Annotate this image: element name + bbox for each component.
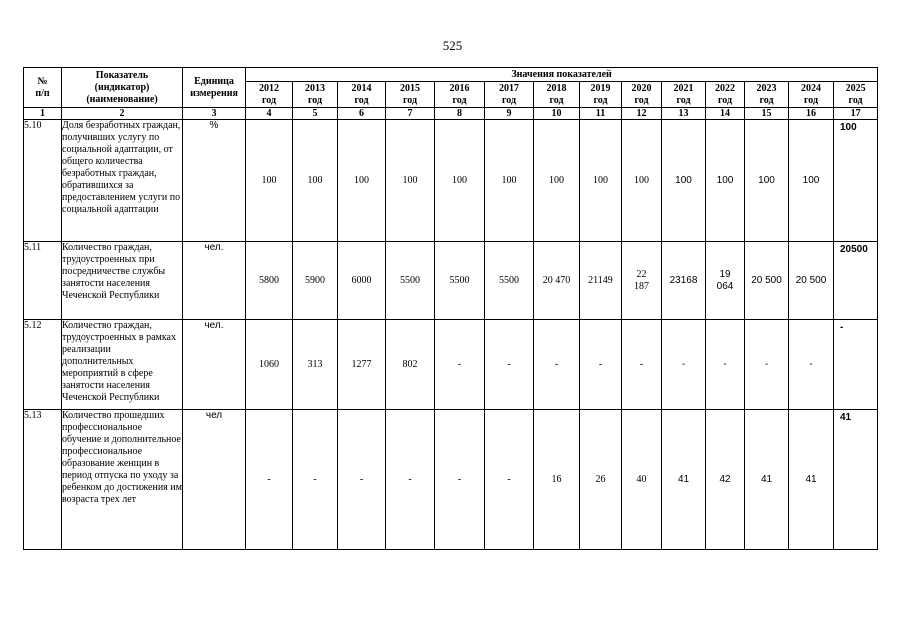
- value-cell: 5500: [435, 242, 485, 320]
- value-cell: 6000: [338, 242, 386, 320]
- column-number: 6: [338, 108, 386, 120]
- value-cell: 100: [580, 120, 622, 242]
- value-cell: 802: [386, 320, 435, 410]
- indicator-name: Количество граждан, трудоустроенных в рамках реализации дополнительных мероприятий в сфере занятости населения Чеченской Республики: [62, 320, 183, 410]
- unit-of-measure: чел.: [183, 242, 246, 320]
- indicator-name: Количество граждан, трудоустроенных при посредничестве службы занятости населения Чеченской Республики: [62, 242, 183, 320]
- header-year: 2022 год: [706, 82, 745, 108]
- header-year: 2020 год: [622, 82, 662, 108]
- header-year: 2013 год: [293, 82, 338, 108]
- column-number: 16: [789, 108, 834, 120]
- value-cell: 100: [386, 120, 435, 242]
- value-cell: -: [745, 320, 789, 410]
- value-cell: 23168: [662, 242, 706, 320]
- unit-of-measure: чел.: [183, 320, 246, 410]
- value-cell: 100: [246, 120, 293, 242]
- value-cell: 100: [706, 120, 745, 242]
- column-number: 9: [485, 108, 534, 120]
- value-cell: -: [485, 320, 534, 410]
- header-year: 2023 год: [745, 82, 789, 108]
- value-cell: 40: [622, 410, 662, 550]
- value-cell: 19 064: [706, 242, 745, 320]
- column-number: 17: [834, 108, 878, 120]
- value-cell: 1277: [338, 320, 386, 410]
- value-cell: -: [386, 410, 435, 550]
- value-cell: 100: [485, 120, 534, 242]
- value-cell: 20 500: [745, 242, 789, 320]
- header-values: Значения показателей: [246, 68, 878, 82]
- column-number: 12: [622, 108, 662, 120]
- value-cell: -: [435, 320, 485, 410]
- value-cell: -: [534, 320, 580, 410]
- value-cell: -: [485, 410, 534, 550]
- header-year: 2016 год: [435, 82, 485, 108]
- value-cell: 5500: [485, 242, 534, 320]
- header-year: 2017 год: [485, 82, 534, 108]
- header-indicator: Показатель (индикатор) (наименование): [62, 68, 183, 108]
- column-number: 14: [706, 108, 745, 120]
- value-cell: 26: [580, 410, 622, 550]
- value-cell: 16: [534, 410, 580, 550]
- header-year: 2025 год: [834, 82, 878, 108]
- value-cell: 42: [706, 410, 745, 550]
- value-cell: 100: [622, 120, 662, 242]
- unit-of-measure: %: [183, 120, 246, 242]
- row-number: 5.11: [24, 242, 62, 320]
- value-cell: 5800: [246, 242, 293, 320]
- value-cell: -: [789, 320, 834, 410]
- value-cell: 41: [834, 410, 878, 550]
- column-number: 1: [24, 108, 62, 120]
- value-cell: -: [293, 410, 338, 550]
- value-cell: 100: [293, 120, 338, 242]
- value-cell: 5900: [293, 242, 338, 320]
- header-year: 2012 год: [246, 82, 293, 108]
- value-cell: -: [834, 320, 878, 410]
- header-year: 2015 год: [386, 82, 435, 108]
- value-cell: 1060: [246, 320, 293, 410]
- value-cell: 100: [662, 120, 706, 242]
- table-row: [24, 120, 878, 242]
- column-number: 13: [662, 108, 706, 120]
- value-cell: 20 500: [789, 242, 834, 320]
- column-number: 11: [580, 108, 622, 120]
- value-cell: 22 187: [622, 242, 662, 320]
- page-number: 525: [442, 38, 463, 53]
- indicator-name: Доля безработных граждан, получивших услугу по социальной адаптации, от общего количества безработных граждан, обратившихся за предоставлением услуги по социальной адаптации: [62, 120, 183, 242]
- row-number: 5.10: [24, 120, 62, 242]
- value-cell: 21149: [580, 242, 622, 320]
- value-cell: -: [622, 320, 662, 410]
- header-year: 2024 год: [789, 82, 834, 108]
- value-cell: -: [706, 320, 745, 410]
- value-cell: -: [662, 320, 706, 410]
- column-number: 3: [183, 108, 246, 120]
- value-cell: -: [246, 410, 293, 550]
- value-cell: 5500: [386, 242, 435, 320]
- table-row: [24, 242, 878, 320]
- column-number: 5: [293, 108, 338, 120]
- value-cell: 100: [745, 120, 789, 242]
- value-cell: 313: [293, 320, 338, 410]
- value-cell: 100: [338, 120, 386, 242]
- value-cell: -: [435, 410, 485, 550]
- header-year: 2018 год: [534, 82, 580, 108]
- value-cell: 41: [745, 410, 789, 550]
- value-cell: -: [580, 320, 622, 410]
- column-number: 8: [435, 108, 485, 120]
- value-cell: 100: [534, 120, 580, 242]
- indicator-name: Количество прошедших профессиональное обучение и дополнительное профессиональное образование женщин в период отпуска по уходу за ребенком до достижения им возраста трех лет: [62, 410, 183, 550]
- indicators-table: [23, 67, 878, 550]
- header-year: 2021 год: [662, 82, 706, 108]
- value-cell: 41: [662, 410, 706, 550]
- value-cell: 41: [789, 410, 834, 550]
- value-cell: 100: [834, 120, 878, 242]
- column-number: 7: [386, 108, 435, 120]
- column-number: 4: [246, 108, 293, 120]
- row-number: 5.13: [24, 410, 62, 550]
- table-row: [24, 320, 878, 410]
- header-year: 2019 год: [580, 82, 622, 108]
- column-number: 15: [745, 108, 789, 120]
- column-number: 2: [62, 108, 183, 120]
- value-cell: 20500: [834, 242, 878, 320]
- column-number: 10: [534, 108, 580, 120]
- value-cell: 100: [789, 120, 834, 242]
- value-cell: 100: [435, 120, 485, 242]
- table-row: [24, 410, 878, 550]
- header-year: 2014 год: [338, 82, 386, 108]
- unit-of-measure: чел: [183, 410, 246, 550]
- row-number: 5.12: [24, 320, 62, 410]
- value-cell: -: [338, 410, 386, 550]
- header-unit: Единица измерения: [183, 68, 246, 108]
- header-num: № п/п: [24, 68, 62, 108]
- value-cell: 20 470: [534, 242, 580, 320]
